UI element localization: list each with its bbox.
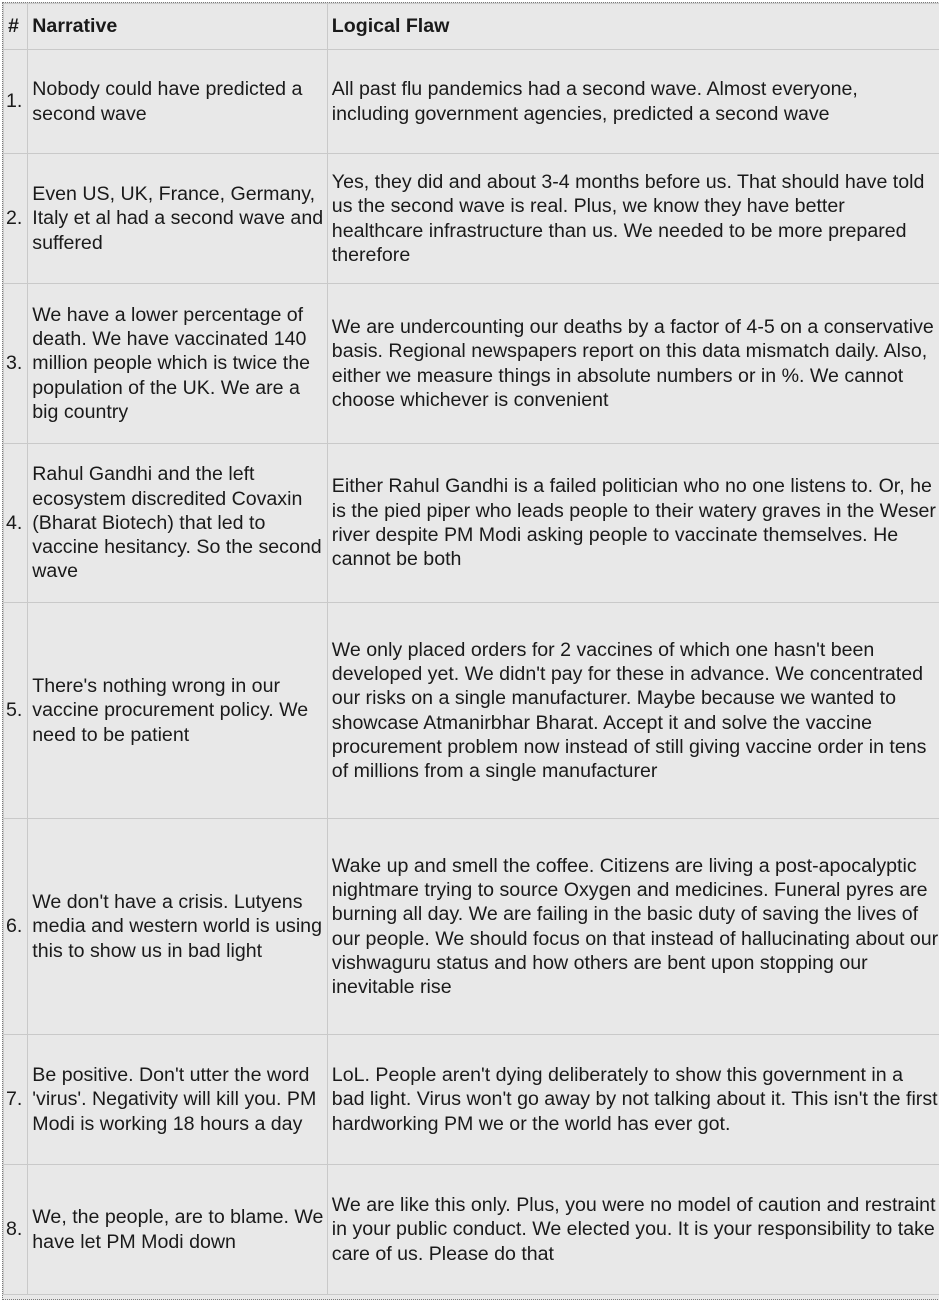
logical-flaw-cell[interactable]: Wake up and smell the coffee. Citizens are living a post-apocalyptic nightmare trying to source Oxygen and medicines. Funeral pyres are burning all day. We are failing in the basic duty of saving the lives of our people. We should focus on that instead of hallucinating about our vishwaguru status and how others are bent upon stopping our inevitable rise [327,819,939,1035]
logical-flaw-cell[interactable]: We are undercounting our deaths by a factor of 4-5 on a conservative basis. Regional newspapers report on this data mismatch daily. Also, either we measure things in absolute numbers or in %. We cannot choose whichever is convenient [327,284,939,444]
narrative-cell[interactable]: We don't have a crisis. Lutyens media and western world is using this to show us in bad light [28,819,328,1035]
header-row [4,4,939,50]
row-number-cell[interactable]: 5. [4,603,28,819]
logical-flaw-cell[interactable]: All past flu pandemics had a second wave. Almost everyone, including government agencies, predicted a second wave [327,50,939,154]
logical-flaw-cell[interactable]: Yes, they did and about 3-4 months before us. That should have told us the second wave is real. Plus, we know they have better healthcare infrastructure than us. We needed to be more prepared therefore [327,154,939,284]
logical-flaw-cell[interactable]: LoL. People aren't dying deliberately to show this government in a bad light. Virus won't go away by not talking about it. This isn't the first hardworking PM we or the world has ever got. [327,1035,939,1165]
header-narrative[interactable]: Narrative [28,4,328,50]
narrative-flaw-table [3,3,939,1295]
narrative-cell[interactable]: Be positive. Don't utter the word 'virus'. Negativity will kill you. PM Modi is working 18 hours a day [28,1035,328,1165]
logical-flaw-cell[interactable]: We only placed orders for 2 vaccines of which one hasn't been developed yet. We didn't pay for these in advance. We concentrated our risks on a single manufacturer. Maybe because we wanted to showcase Atmanirbhar Bharat. Accept it and solve the vaccine procurement problem now instead of still giving vaccine order in tens of millions from a single manufacturer [327,603,939,819]
table-row [4,1035,939,1165]
table-row [4,284,939,444]
narrative-cell[interactable]: Rahul Gandhi and the left ecosystem discredited Covaxin (Bharat Biotech) that led to vaccine hesitancy. So the second wave [28,444,328,603]
table-row [4,444,939,603]
row-number-cell[interactable]: 2. [4,154,28,284]
row-number-cell[interactable]: 7. [4,1035,28,1165]
row-number-cell[interactable]: 3. [4,284,28,444]
narrative-cell[interactable]: We, the people, are to blame. We have let PM Modi down [28,1165,328,1295]
row-number-cell[interactable]: 4. [4,444,28,603]
narrative-cell[interactable]: There's nothing wrong in our vaccine procurement policy. We need to be patient [28,603,328,819]
row-number-cell[interactable]: 8. [4,1165,28,1295]
header-logical-flaw[interactable]: Logical Flaw [327,4,939,50]
narrative-cell[interactable]: Even US, UK, France, Germany, Italy et al had a second wave and suffered [28,154,328,284]
header-number[interactable]: # [4,4,28,50]
logical-flaw-cell[interactable]: We are like this only. Plus, you were no model of caution and restraint in your public conduct. We elected you. It is your responsibility to take care of us. Please do that [327,1165,939,1295]
row-number-cell[interactable]: 1. [4,50,28,154]
table-row [4,603,939,819]
table-row [4,819,939,1035]
spreadsheet-sheet [2,2,939,1300]
narrative-cell[interactable]: We have a lower percentage of death. We have vaccinated 140 million people which is twice the population of the UK. We are a big country [28,284,328,444]
table-row [4,154,939,284]
row-number-cell[interactable]: 6. [4,819,28,1035]
narrative-cell[interactable]: Nobody could have predicted a second wave [28,50,328,154]
table-row [4,50,939,154]
logical-flaw-cell[interactable]: Either Rahul Gandhi is a failed politician who no one listens to. Or, he is the pied piper who leads people to their watery graves in the Weser river despite PM Modi asking people to vaccinate themselves. He cannot be both [327,444,939,603]
table-row [4,1165,939,1295]
